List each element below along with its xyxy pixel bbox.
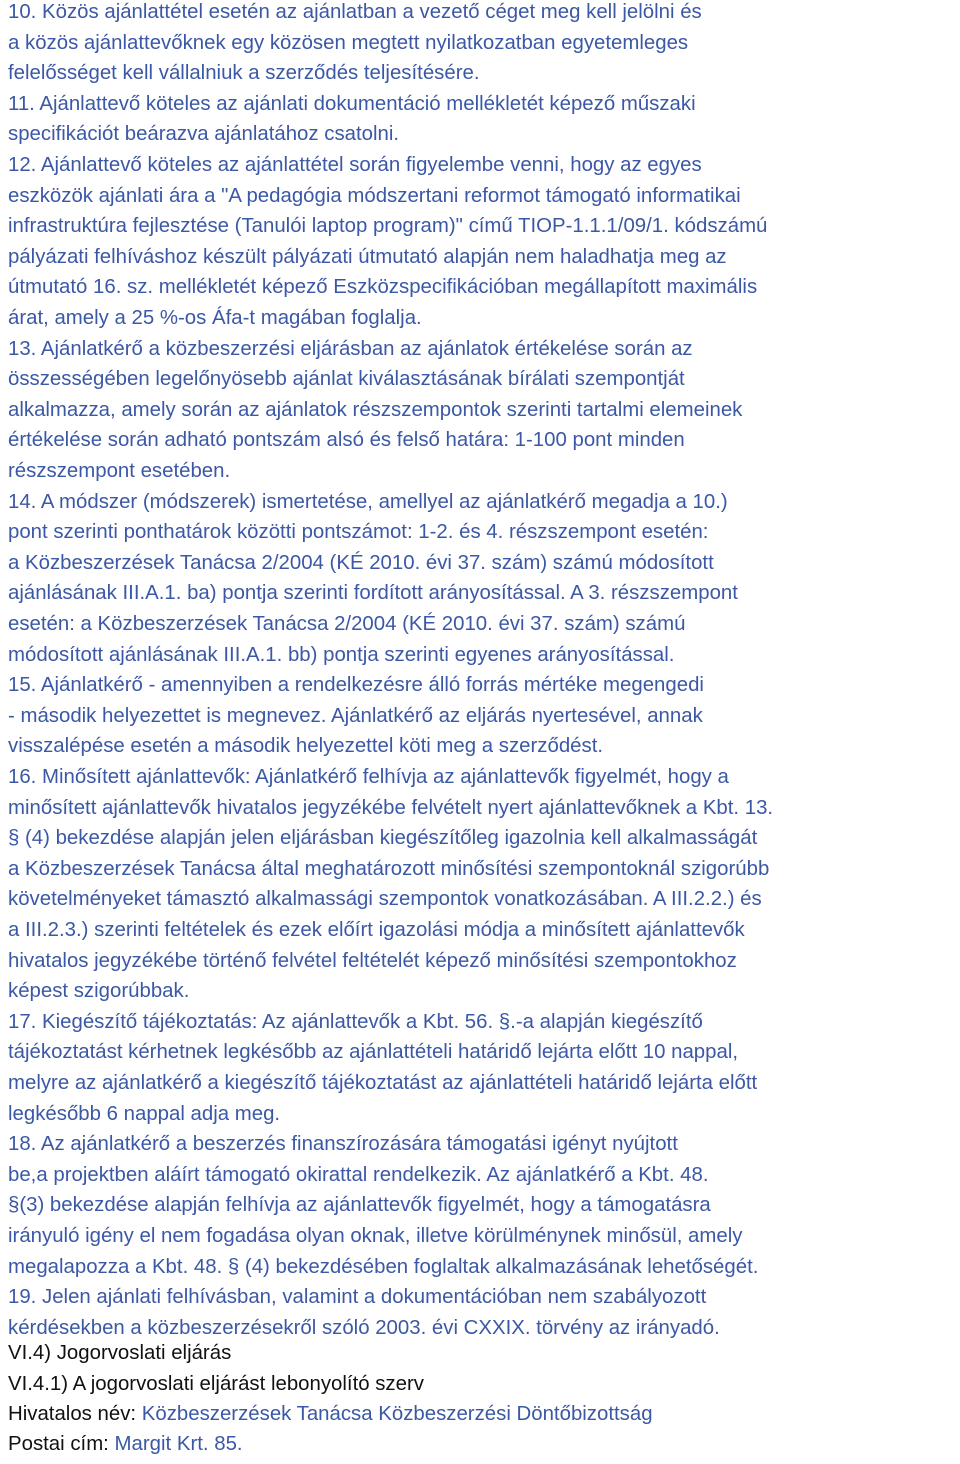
text-line: hivatalos jegyzékébe történő felvétel feltételét képező minősítési szempontokhoz — [8, 949, 737, 972]
text-line: tájékoztatást kérhetnek legkésőbb az ajánlattételi határidő lejárta előtt 10 nappal, — [8, 1041, 739, 1064]
text-line: kérdésekben a közbeszerzésekről szóló 2003. évi CXXIX. törvény az irányadó. — [8, 1316, 720, 1339]
text-line: követelményeket támasztó alkalmassági szempontok vonatkozásában. A III.2.2.) és — [8, 888, 762, 911]
postal-label: Postai cím: — [8, 1433, 109, 1455]
postal-value: Margit Krt. 85. — [114, 1433, 243, 1455]
text-line: képest szigorúbbak. — [8, 980, 190, 1003]
text-line: be,a projektben aláírt támogató okirattal rendelkezik. Az ajánlatkérő a Kbt. 48. — [8, 1163, 709, 1186]
section-heading: VI.4) Jogorvoslati eljárás — [8, 1342, 232, 1364]
postal-address-row — [8, 1430, 243, 1458]
text-line: irányuló igény el nem fogadása olyan oknak, illetve körülménynek minősül, amely — [8, 1225, 743, 1247]
official-name-value: Közbeszerzések Tanácsa Közbeszerzési Döntőbizottság — [141, 1403, 653, 1425]
text-line: megalapozza a Kbt. 48. § (4) bekezdésében foglaltak alkalmazásának lehetőségét. — [8, 1255, 759, 1278]
text-line: alkalmazza, amely során az ajánlatok részszempontok szerinti tartalmi elemeinek — [8, 398, 743, 421]
text-line: módosított ajánlásának III.A.1. bb) pontja szerinti egyenes arányosítással. — [8, 643, 675, 666]
official-name-row — [8, 1400, 653, 1428]
text-line: visszalépése esetén a második helyezettel köti meg a szerződést. — [8, 735, 604, 758]
text-line: § (4) bekezdése alapján jelen eljárásban kiegészítőleg igazolnia kell alkalmasságát — [8, 827, 758, 850]
text-line: pont szerinti ponthatárok közötti pontszámot: 1-2. és 4. részszempont esetén: — [8, 521, 709, 544]
text-line: részszempont esetében. — [8, 460, 231, 482]
text-line: útmutató 16. sz. mellékletét képező Eszközspecifikációban megállapított maximális — [8, 276, 758, 299]
text-line: minősített ajánlattevők hivatalos jegyzékébe felvételt nyert ajánlattevőknek a Kbt. 13. — [8, 796, 774, 819]
official-name-label: Hivatalos név: — [8, 1403, 137, 1425]
text-line: infrastruktúra fejlesztése (Tanulói laptop program)" című TIOP-1.1.1/09/1. kódszámú — [8, 215, 768, 238]
text-line: legkésőbb 6 nappal adja meg. — [8, 1102, 281, 1125]
text-line: 15. Ajánlatkérő - amennyiben a rendelkezésre álló forrás mértéke megengedi — [8, 674, 704, 697]
text-line: eszközök ajánlati ára a "A pedagógia módszertani reformot támogató informatikai — [8, 184, 741, 207]
text-line: - második helyezettet is megnevez. Ajánlatkérő az eljárás nyertesével, annak — [8, 704, 703, 727]
text-line: a Közbeszerzések Tanácsa által meghatározott minősítési szempontoknál szigorúbb — [8, 857, 770, 880]
text-line: esetén: a Közbeszerzések Tanácsa 2/2004 (KÉ 2010. évi 37. szám) számú — [8, 613, 686, 635]
text-line: 12. Ajánlattevő köteles az ajánlattétel során figyelembe venni, hogy az egyes — [8, 154, 702, 176]
text-line: specifikációt beárazva ajánlatához csatolni. — [8, 123, 400, 146]
text-line: pályázati felhíváshoz készült pályázati útmutató alapján nem haladhatja meg az — [8, 245, 727, 268]
text-line: ajánlásának III.A.1. ba) pontja szerinti fordított arányosítással. A 3. részszempont — [8, 582, 738, 605]
text-line: felelősséget kell vállalniuk a szerződés teljesítésére. — [8, 62, 480, 85]
text-line: 11. Ajánlattevő köteles az ajánlati dokumentáció mellékletét képező műszaki — [8, 92, 696, 115]
text-line: melyre az ajánlatkérő a kiegészítő tájékoztatást az ajánlattételi határidő lejárta előtt — [8, 1072, 758, 1094]
text-line: 10. Közös ajánlattétel esetén az ajánlatban a vezető céget meg kell jelölni és — [8, 1, 702, 23]
text-line: 18. Az ajánlatkérő a beszerzés finanszírozására támogatási igényt nyújtott — [8, 1133, 678, 1156]
text-line: a Közbeszerzések Tanácsa 2/2004 (KÉ 2010. évi 37. szám) számú módosított — [8, 551, 714, 574]
text-line: összességében legelőnyösebb ajánlat kiválasztásának bírálati szempontját — [8, 368, 685, 391]
text-line: 17. Kiegészítő tájékoztatás: Az ajánlattevők a Kbt. 56. §.-a alapján kiegészítő — [8, 1010, 703, 1033]
text-line: §(3) bekezdése alapján felhívja az ajánlattevők figyelmét, hogy a támogatásra — [8, 1194, 711, 1217]
text-line: a III.2.3.) szerinti feltételek és ezek előírt igazolási módja a minősített ajánlattevők — [8, 919, 745, 941]
text-line: 16. Minősített ajánlattevők: Ajánlatkérő felhívja az ajánlattevők figyelmét, hogy a — [8, 766, 729, 788]
section-subheading: VI.4.1) A jogorvoslati eljárást lebonyolító szerv — [8, 1373, 424, 1395]
text-line: 13. Ajánlatkérő a közbeszerzési eljárásban az ajánlatok értékelése során az — [8, 337, 693, 360]
text-line: 14. A módszer (módszerek) ismertetése, amellyel az ajánlatkérő megadja a 10.) — [8, 490, 728, 513]
text-line: árat, amely a 25 %-os Áfa-t magában foglalja. — [8, 307, 422, 329]
text-line: értékelése során adható pontszám alsó és felső határa: 1-100 pont minden — [8, 429, 685, 452]
text-line: a közös ajánlattevőknek egy közösen megtett nyilatkozatban egyetemleges — [8, 31, 689, 54]
text-line: 19. Jelen ajánlati felhívásban, valamint a dokumentációban nem szabályozott — [8, 1286, 707, 1309]
